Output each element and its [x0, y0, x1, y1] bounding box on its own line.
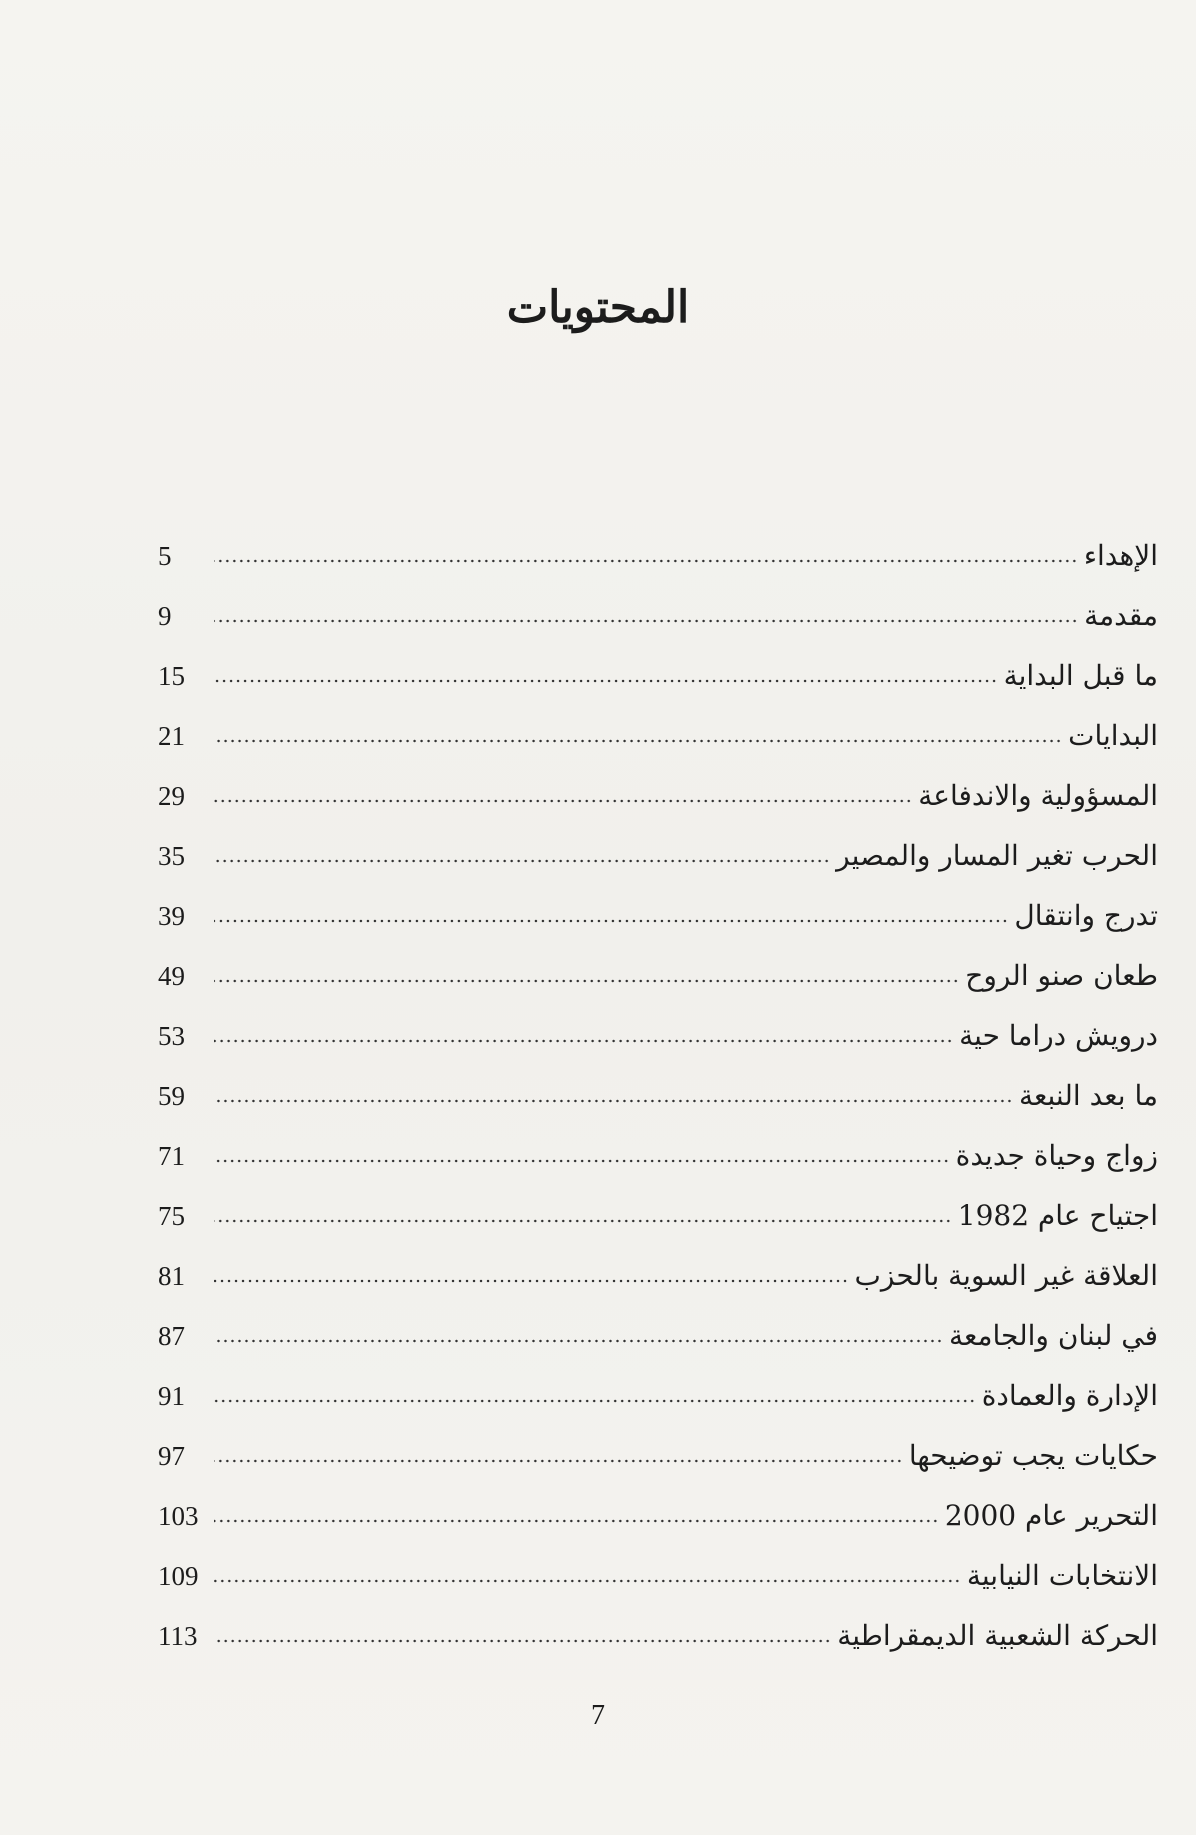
toc-entry-page: 91 [158, 1381, 185, 1411]
toc-entry [158, 1295, 1158, 1355]
toc-entry [158, 635, 1158, 695]
toc-entry-page: 113 [158, 1621, 198, 1651]
toc-entry-page: 103 [158, 1501, 199, 1531]
toc-entry [158, 1235, 1158, 1295]
toc-entry-page: 29 [158, 781, 185, 811]
toc-entry-page: 15 [158, 661, 185, 691]
toc-entry-page: 109 [158, 1561, 199, 1591]
dot-leader [214, 1096, 1013, 1106]
toc-entry-title: تدرج وانتقال [1014, 899, 1158, 932]
toc-entry-title: الحركة الشعبية الديمقراطية [837, 1619, 1158, 1652]
toc-entry-title: العلاقة غير السوية بالحزب [854, 1259, 1158, 1292]
table-of-contents [158, 515, 1158, 1655]
toc-entry-page: 35 [158, 841, 185, 871]
toc-entry [158, 1355, 1158, 1415]
dot-leader [214, 856, 830, 866]
toc-entry [158, 755, 1158, 815]
toc-entry-page: 21 [158, 721, 185, 751]
dot-leader [214, 1516, 939, 1526]
toc-entry-page: 39 [158, 901, 185, 931]
toc-entry-title: زواج وحياة جديدة [955, 1139, 1158, 1172]
dot-leader [214, 616, 1078, 626]
toc-entry [158, 1415, 1158, 1475]
dot-leader [214, 1276, 849, 1286]
toc-entry-page: 5 [158, 541, 172, 571]
dot-leader [214, 1036, 953, 1046]
toc-entry-title: الانتخابات النيابية [966, 1559, 1158, 1592]
dot-leader [214, 676, 998, 686]
toc-entry [158, 815, 1158, 875]
toc-entry-title: البدايات [1068, 719, 1158, 752]
toc-entry-page: 49 [158, 961, 185, 991]
page-number: 7 [591, 1700, 605, 1731]
toc-entry [158, 695, 1158, 755]
dot-leader [214, 1336, 943, 1346]
dot-leader [214, 556, 1078, 566]
dot-leader [214, 1576, 961, 1586]
toc-entry-title: في لبنان والجامعة [948, 1319, 1158, 1352]
dot-leader [214, 1396, 976, 1406]
toc-entry-title: ما بعد النبعة [1018, 1079, 1158, 1112]
toc-entry [158, 1535, 1158, 1595]
toc-entry-page: 97 [158, 1441, 185, 1471]
toc-entry [158, 515, 1158, 575]
toc-entry [158, 1115, 1158, 1175]
dot-leader [214, 736, 1062, 746]
toc-entry-title: التحرير عام 2000 [944, 1499, 1158, 1532]
dot-leader [214, 1456, 903, 1466]
toc-entry-page: 75 [158, 1201, 185, 1231]
toc-entry [158, 1595, 1158, 1655]
toc-entry-page: 87 [158, 1321, 185, 1351]
toc-entry [158, 575, 1158, 635]
toc-entry-title: مقدمة [1084, 599, 1158, 632]
toc-entry-page: 59 [158, 1081, 185, 1111]
toc-entry-title: حكايات يجب توضيحها [908, 1439, 1158, 1472]
toc-entry [158, 875, 1158, 935]
page-title: المحتويات [506, 282, 690, 333]
dot-leader [214, 1156, 950, 1166]
dot-leader [214, 796, 912, 806]
toc-entry [158, 1175, 1158, 1235]
toc-entry-page: 71 [158, 1141, 185, 1171]
toc-entry-title: الإدارة والعمادة [981, 1379, 1158, 1412]
toc-entry [158, 935, 1158, 995]
toc-entry [158, 995, 1158, 1055]
toc-entry [158, 1475, 1158, 1535]
toc-entry-page: 81 [158, 1261, 185, 1291]
dot-leader [214, 1636, 831, 1646]
dot-leader [214, 976, 959, 986]
toc-entry-title: درويش دراما حية [959, 1019, 1158, 1052]
toc-entry-title: طعان صنو الروح [965, 959, 1158, 992]
toc-entry [158, 1055, 1158, 1115]
toc-entry-page: 53 [158, 1021, 185, 1051]
toc-entry-title: المسؤولية والاندفاعة [918, 779, 1158, 812]
dot-leader [214, 916, 1008, 926]
toc-entry-title: الإهداء [1083, 539, 1158, 572]
toc-entry-title: اجتياح عام 1982 [957, 1199, 1158, 1232]
dot-leader [214, 1216, 952, 1226]
toc-entry-title: ما قبل البداية [1003, 659, 1158, 692]
toc-entry-page: 9 [158, 601, 172, 631]
toc-entry-title: الحرب تغير المسار والمصير [836, 839, 1158, 872]
